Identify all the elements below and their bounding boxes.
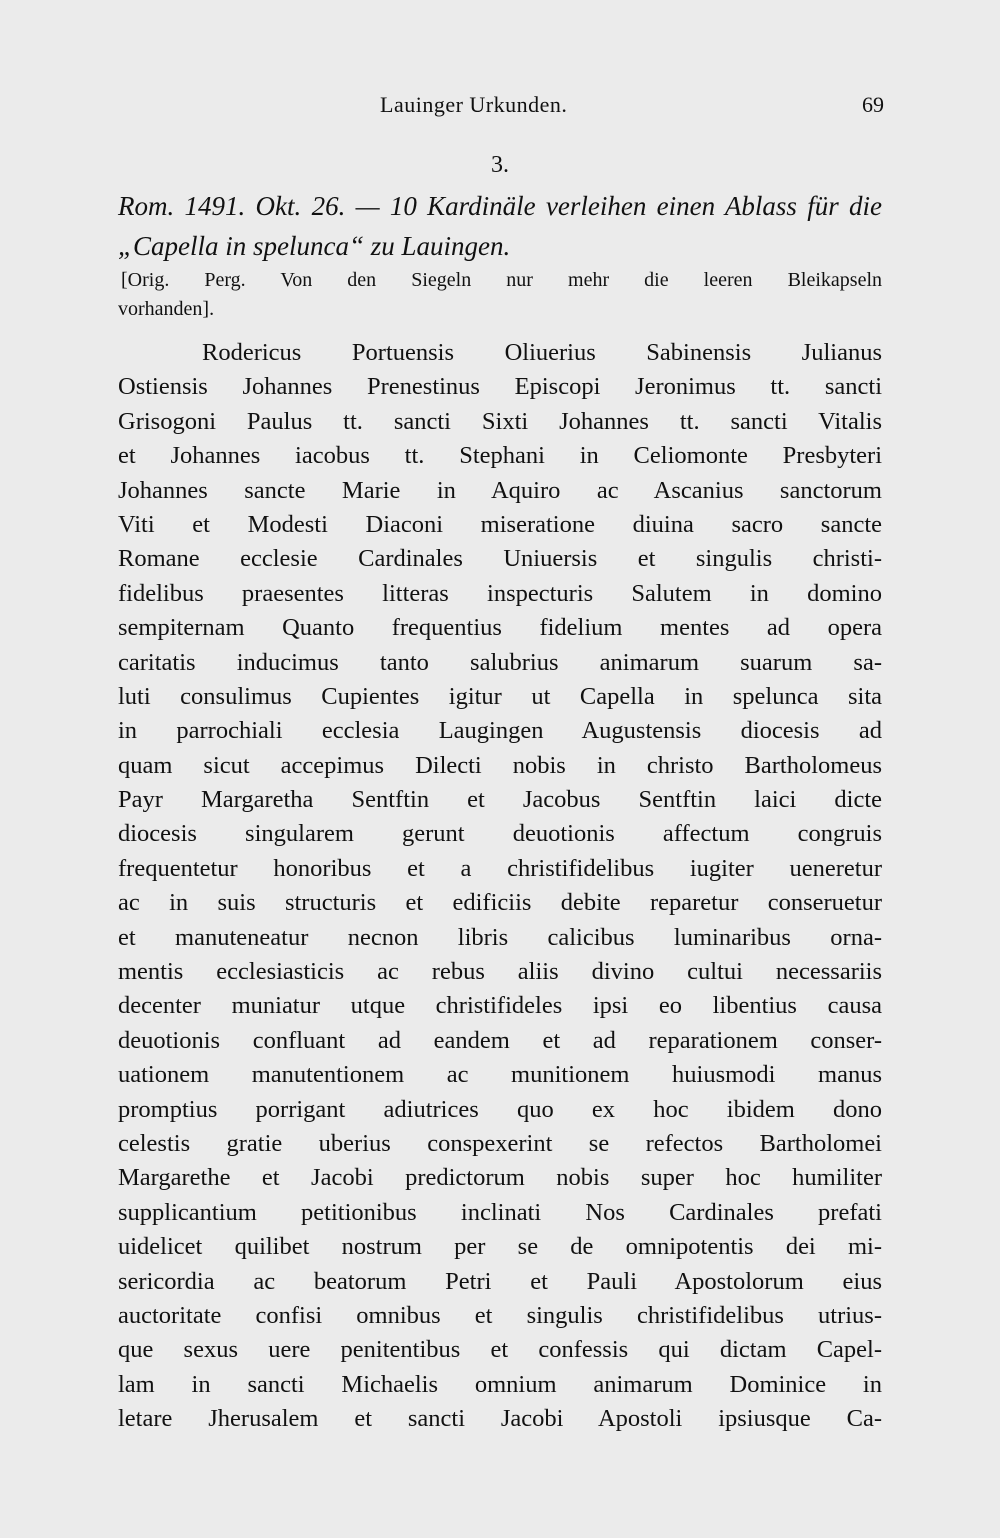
body-line: Margarethe et Jacobi predictorum nobis super hoc humiliter [118, 1164, 882, 1192]
body-line: frequentetur honoribus et a christifidelibus iugiter ueneretur [118, 854, 882, 882]
body-line: promptius porrigant adiutrices quo ex hoc ibidem dono [118, 1095, 882, 1123]
body-line: uationem manutentionem ac munitionem huiusmodi manus [118, 1061, 882, 1089]
regest-heading: Rom. 1491. Okt. 26. — 10 Kardinäle verleihen einen Ablass für die „Capella in spelunca“ zu Lauingen. [118, 191, 882, 261]
body-line: ac in suis structuris et edificiis debite reparetur conseruetur [118, 889, 882, 917]
body-line: sempiternam Quanto frequentius fidelium mentes ad opera [118, 614, 882, 642]
body-line: Johannes sancte Marie in Aquiro ac Ascanius sanctorum [118, 476, 882, 504]
body-line: supplicantium petitionibus inclinati Nos Cardinales prefati [118, 1198, 882, 1226]
editorial-note [118, 266, 882, 324]
body-line: Romane ecclesie Cardinales Uniuersis et singulis christi- [118, 545, 882, 573]
document-number: 3. [491, 152, 509, 178]
body-line: luti consulimus Cupientes igitur ut Capella in spelunca sita [118, 682, 882, 710]
editorial-note-line: [Orig. Perg. Von den Siegeln nur mehr die leeren Bleikapseln [121, 269, 882, 291]
body-line: deuotionis confluant ad eandem et ad reparationem conser- [118, 1026, 882, 1054]
body-line: diocesis singularem gerunt deuotionis affectum congruis [118, 820, 882, 848]
body-line: letare Jherusalem et sancti Jacobi Apostoli ipsiusque Ca- [118, 1405, 882, 1433]
body-line: lam in sancti Michaelis omnium animarum Dominice in [118, 1370, 882, 1398]
body-line: sericordia ac beatorum Petri et Pauli Apostolorum eius [118, 1267, 882, 1295]
body-line: que sexus uere penitentibus et confessis qui dictam Capel- [118, 1336, 882, 1364]
running-head [0, 92, 1000, 122]
body-line: in parrochiali ecclesia Laugingen Augustensis diocesis ad [118, 717, 882, 745]
body-line: Grisogoni Paulus tt. sancti Sixti Johannes tt. sancti Vitalis [118, 407, 882, 435]
body-line: et Johannes iacobus tt. Stephani in Celiomonte Presbyteri [118, 442, 882, 470]
body-line: Ostiensis Johannes Prenestinus Episcopi Jeronimus tt. sancti [118, 373, 882, 401]
body-line: caritatis inducimus tanto salubrius animarum suarum sa- [118, 648, 882, 676]
body-line: Viti et Modesti Diaconi miseratione diuina sacro sancte [118, 510, 882, 538]
page-number: 69 [862, 92, 884, 117]
body-line: Rodericus Portuensis Oliuerius Sabinensis Julianus [202, 339, 882, 366]
editorial-note-line: vorhanden]. [118, 298, 215, 320]
body-line: fidelibus praesentes litteras inspecturis Salutem in domino [118, 579, 882, 607]
body-line: auctoritate confisi omnibus et singulis christifidelibus utrius- [118, 1301, 882, 1329]
body-line: quam sicut accepimus Dilecti nobis in christo Bartholomeus [118, 751, 882, 779]
body-line: uidelicet quilibet nostrum per se de omnipotentis dei mi- [118, 1233, 882, 1261]
body-line: Payr Margaretha Sentftin et Jacobus Sentftin laici dicte [118, 786, 882, 814]
body-line: mentis ecclesiasticis ac rebus aliis divino cultui necessariis [118, 958, 882, 986]
body-line: celestis gratie uberius conspexerint se refectos Bartholomei [118, 1129, 882, 1157]
running-title: Lauinger Urkunden. [380, 92, 568, 117]
document-body [118, 336, 882, 1437]
body-line: decenter muniatur utque christifideles ipsi eo libentius causa [118, 992, 882, 1020]
body-line: et manuteneatur necnon libris calicibus luminaribus orna- [118, 923, 882, 951]
